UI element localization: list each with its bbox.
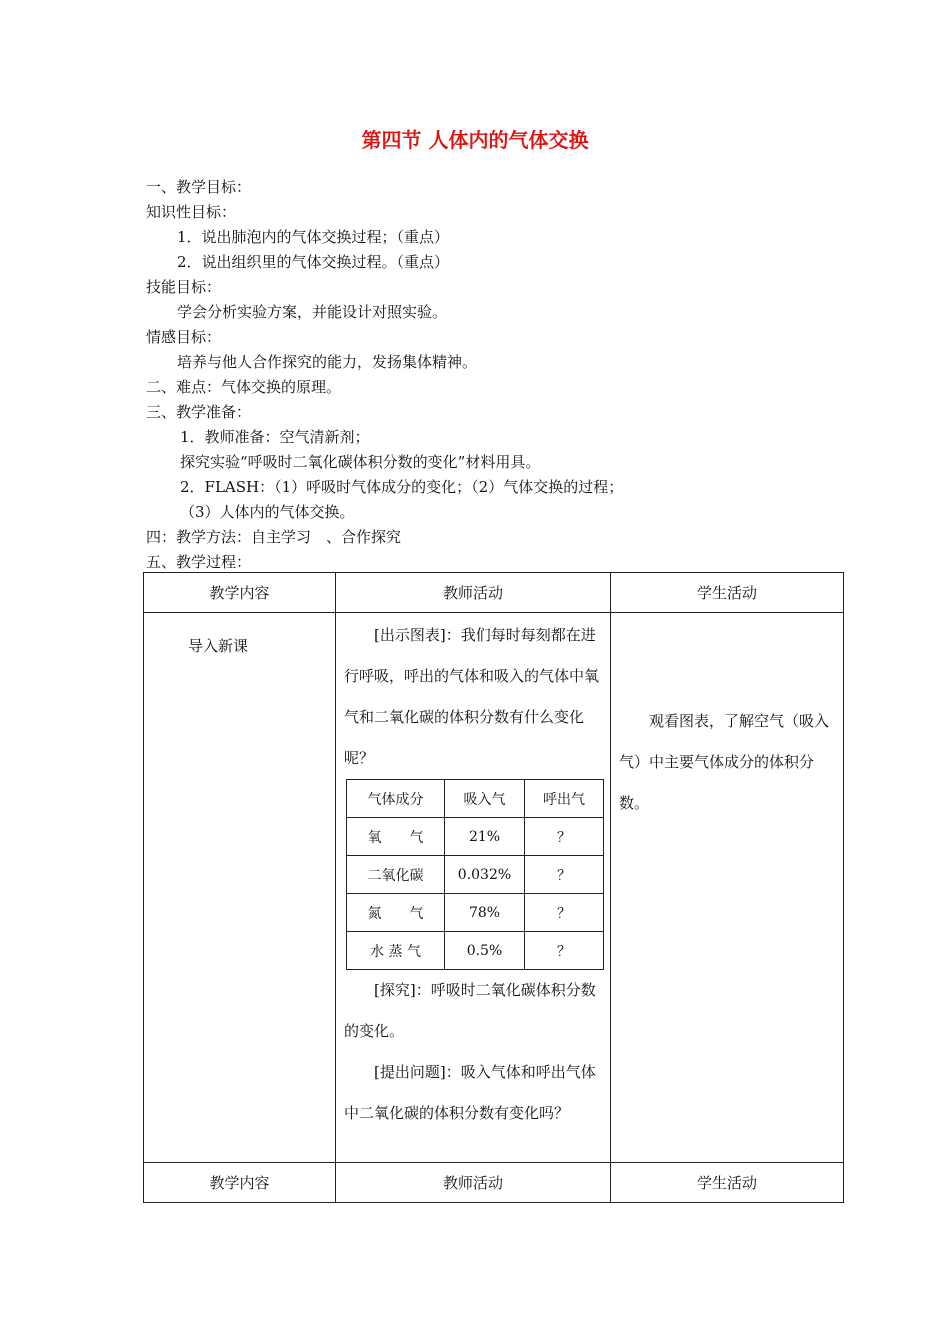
lesson-table-footer-row [144,1163,844,1203]
content-intro: 导入新课 [144,613,336,1163]
footer-teacher: 教师活动 [336,1163,611,1203]
emotion-heading: 情感目标： [146,328,222,346]
teacher-intro-text: [出示图表]：我们每时每刻都在进行呼吸，呼出的气体和吸入的气体中氧气和二氧化碳的体积分数有什么变化呢？ [344,626,600,767]
gas-row-co2 [347,856,604,894]
knowledge-item-1: 1．说出肺泡内的气体交换过程；（重点） [177,228,450,246]
teacher-activity-cell [336,613,611,1163]
prep-item-4: （3）人体内的气体交换。 [180,503,355,521]
header-teacher: 教师活动 [336,573,611,613]
knowledge-heading: 知识性目标： [146,203,237,221]
header-student: 学生活动 [611,573,844,613]
gas-inhaled: 21% [445,818,525,856]
gas-name: 氧 气 [347,818,445,856]
gas-composition-table [346,779,604,970]
gas-exhaled: ？ [525,894,604,932]
gas-inhaled: 0.032% [445,856,525,894]
gas-inhaled: 0.5% [445,932,525,970]
gas-header-component: 气体成分 [347,780,445,818]
lesson-table-header-row [144,573,844,613]
skill-heading: 技能目标： [146,278,222,296]
section-method: 四：教学方法：自主学习 、合作探究 [146,528,402,546]
skill-text: 学会分析实验方案，并能设计对照实验。 [177,303,448,321]
gas-name: 氮 气 [347,894,445,932]
gas-header-inhaled: 吸入气 [445,780,525,818]
gas-name: 水 蒸 气 [347,932,445,970]
gas-header-exhaled: 呼出气 [525,780,604,818]
section-difficulty: 二、难点：气体交换的原理。 [146,378,342,396]
gas-row-oxygen [347,818,604,856]
prep-item-3: 2．FLASH：（1）呼吸时气体成分的变化；（2）气体交换的过程； [180,478,624,496]
footer-content: 教学内容 [144,1163,336,1203]
header-content: 教学内容 [144,573,336,613]
student-activity-text: 观看图表，了解空气（吸入气）中主要气体成分的体积分数。 [619,712,830,812]
gas-table-header [347,780,604,818]
emotion-text: 培养与他人合作探究的能力，发扬集体精神。 [177,353,478,371]
student-activity-cell [611,613,844,1163]
prep-item-1: 1．教师准备：空气清新剂； [180,428,370,446]
prep-item-2: 探究实验“呼吸时二氧化碳体积分数的变化”材料用具。 [180,453,541,471]
gas-exhaled: ？ [525,932,604,970]
gas-exhaled: ？ [525,818,604,856]
teacher-explore-text: [探究]：呼吸时二氧化碳体积分数的变化。 [344,981,596,1040]
footer-student: 学生活动 [611,1163,844,1203]
page-title: 第四节 人体内的气体交换 [361,128,589,152]
gas-row-nitrogen [347,894,604,932]
lesson-table [143,572,844,1203]
section-process: 五、教学过程： [146,553,252,571]
gas-row-water-vapor [347,932,604,970]
gas-exhaled: ？ [525,856,604,894]
knowledge-item-2: 2．说出组织里的气体交换过程。（重点） [177,253,450,271]
lesson-row-intro [144,613,844,1163]
gas-inhaled: 78% [445,894,525,932]
section-objectives: 一、教学目标： [146,178,252,196]
teacher-question-text: [提出问题]：吸入气体和呼出气体中二氧化碳的体积分数有变化吗？ [344,1063,596,1122]
section-preparation: 三、教学准备： [146,403,252,421]
gas-name: 二氧化碳 [347,856,445,894]
